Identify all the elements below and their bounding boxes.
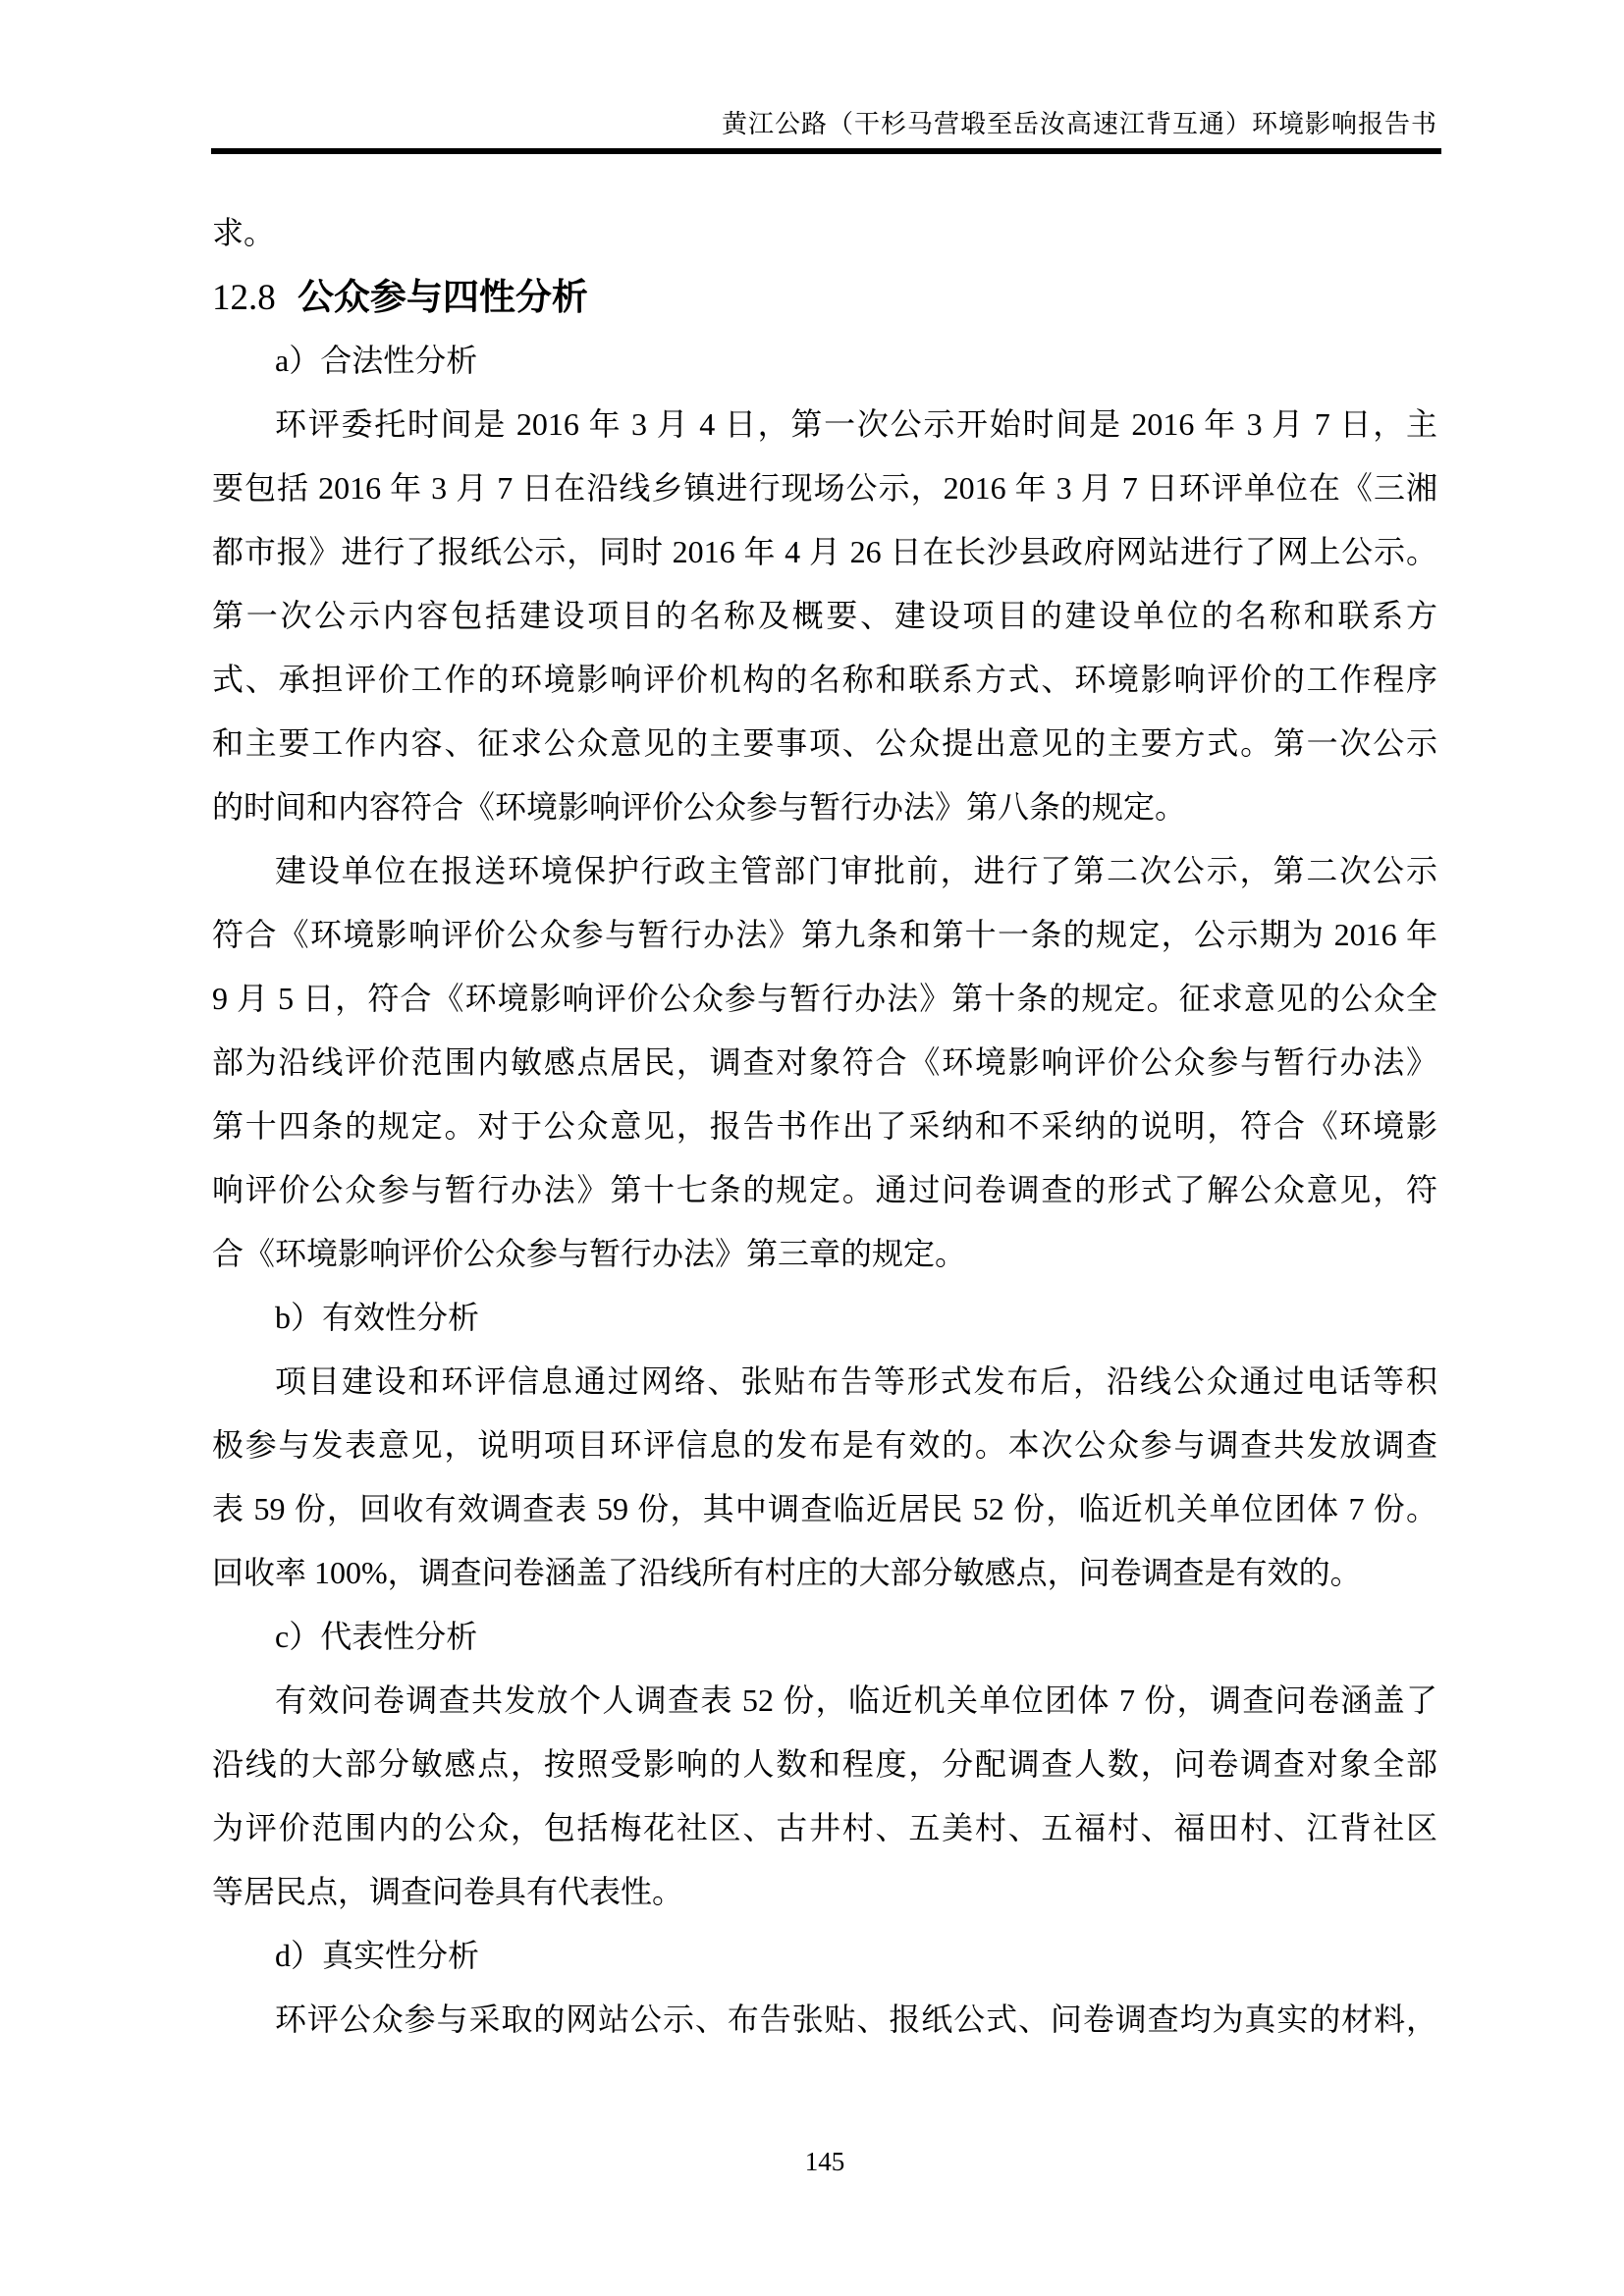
- text-line: 有效问卷调查共发放个人调查表 52 份，临近机关单位团体 7 份，调查问卷涵盖了: [275, 1682, 1437, 1718]
- section-title: 公众参与四性分析: [297, 277, 588, 317]
- text-line: d）真实性分析: [275, 1938, 480, 1973]
- document-body: [212, 201, 1437, 2052]
- text-line: 部为沿线评价范围内敏感点居民，调查对象符合《环境影响评价公众参与暂行办法》: [212, 1044, 1437, 1080]
- text-line: 等居民点，调查问卷具有代表性。: [212, 1874, 684, 1909]
- text-line: a）合法性分析: [275, 343, 478, 378]
- text-line: 环评公众参与采取的网站公示、布告张贴、报纸公式、问卷调查均为真实的材料，: [275, 2002, 1437, 2037]
- text-line: b）有效性分析: [275, 1300, 480, 1335]
- text-line: 极参与发表意见，说明项目环评信息的发布是有效的。本次公众参与调查共发放调查: [212, 1427, 1437, 1463]
- text-line: 的时间和内容符合《环境影响评价公众参与暂行办法》第八条的规定。: [212, 789, 1187, 825]
- text-line: 建设单位在报送环境保护行政主管部门审批前，进行了第二次公示，第二次公示: [275, 853, 1437, 888]
- text-line: c）代表性分析: [275, 1619, 478, 1654]
- text-line: 第一次公示内容包括建设项目的名称及概要、建设项目的建设单位的名称和联系方: [212, 598, 1437, 633]
- text-line: 项目建设和环评信息通过网络、张贴布告等形式发布后，沿线公众通过电话等积: [275, 1363, 1437, 1399]
- text-line: 表 59 份，回收有效调查表 59 份，其中调查临近居民 52 份，临近机关单位团体 7 份。: [212, 1491, 1437, 1526]
- text-line: 要包括 2016 年 3 月 7 日在沿线乡镇进行现场公示，2016 年 3 月 7 日环评单位在《三湘: [212, 470, 1437, 506]
- text-line: 和主要工作内容、征求公众意见的主要事项、公众提出意见的主要方式。第一次公示: [212, 725, 1437, 761]
- text-line: 合《环境影响评价公众参与暂行办法》第三章的规定。: [212, 1236, 967, 1271]
- text-line: 回收率 100%，调查问卷涵盖了沿线所有村庄的大部分敏感点，问卷调查是有效的。: [212, 1555, 1362, 1590]
- text-line: 沿线的大部分敏感点，按照受影响的人数和程度，分配调查人数，问卷调查对象全部: [212, 1746, 1437, 1782]
- section-number: 12.8: [212, 278, 276, 318]
- page-number: 145: [804, 2147, 845, 2176]
- text-line: 响评价公众参与暂行办法》第十七条的规定。通过问卷调查的形式了解公众意见，符: [212, 1172, 1437, 1207]
- header-title: 黄江公路（干杉马营塅至岳汝高速江背互通）环境影响报告书: [721, 110, 1437, 138]
- text-line: 符合《环境影响评价公众参与暂行办法》第九条和第十一条的规定，公示期为 2016 年: [212, 917, 1437, 952]
- text-line: 环评委托时间是 2016 年 3 月 4 日，第一次公示开始时间是 2016 年 3 月 7 日，主: [275, 406, 1437, 442]
- text-line: 为评价范围内的公众，包括梅花社区、古井村、五美村、五福村、福田村、江背社区: [212, 1810, 1437, 1845]
- section-heading: [212, 265, 1437, 329]
- text-line: 求。: [212, 215, 276, 250]
- text-line: 9 月 5 日，符合《环境影响评价公众参与暂行办法》第十条的规定。征求意见的公众全: [212, 981, 1437, 1016]
- text-line: 都市报》进行了报纸公示，同时 2016 年 4 月 26 日在长沙县政府网站进行了网上公示。: [212, 534, 1437, 569]
- header-rule: [211, 148, 1441, 154]
- page-footer: [212, 2146, 1437, 2177]
- text-line: 式、承担评价工作的环境影响评价机构的名称和联系方式、环境影响评价的工作程序: [212, 662, 1437, 697]
- text-line: 第十四条的规定。对于公众意见，报告书作出了采纳和不采纳的说明，符合《环境影: [212, 1108, 1437, 1144]
